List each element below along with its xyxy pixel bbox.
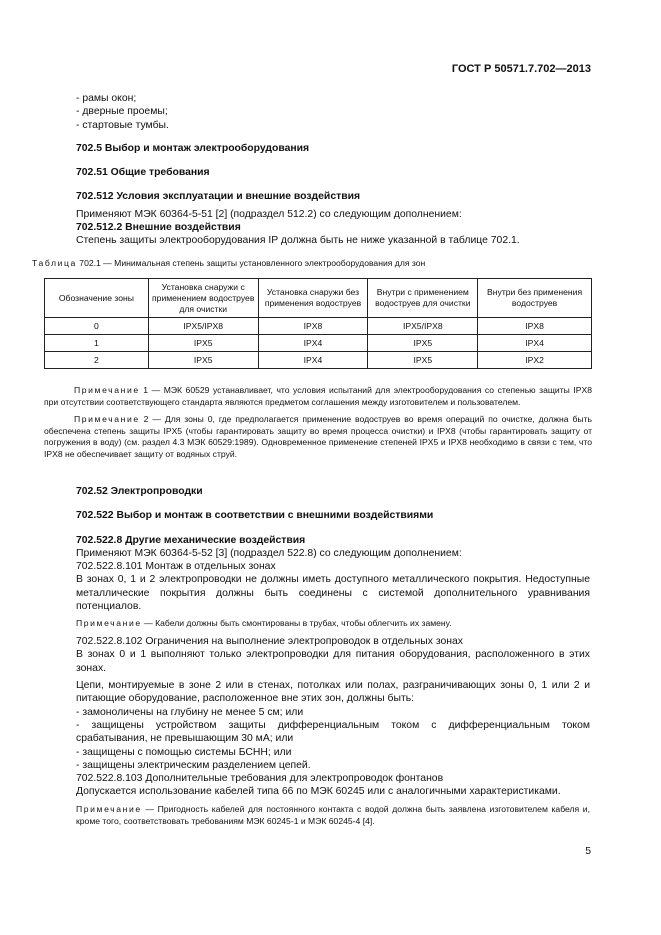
heading-702-5: 702.5 Выбор и монтаж электрооборудования bbox=[76, 142, 310, 154]
note-1 bbox=[44, 385, 592, 408]
paragraph-cables: Допускается использование кабелей типа 66 по МЭК 60245 или с аналогичными характеристиками. bbox=[76, 786, 561, 798]
heading-702-512-2: 702.512.2 Внешние воздействия bbox=[76, 222, 241, 234]
note-text: — Пригодность кабелей для постоянного контакта с водой должна быть заявлена изготовителем кабеля и, кроме того, соответствовать требованиям МЭК 60245-1 и МЭК 60245-4 [4]. bbox=[76, 803, 590, 826]
table-row bbox=[45, 318, 592, 335]
note-label: Примечание bbox=[74, 414, 140, 425]
table-cell: 2 bbox=[45, 352, 149, 369]
note-label: Примечание bbox=[76, 803, 142, 814]
table-header-row bbox=[45, 279, 592, 318]
table-cell: IPX4 bbox=[258, 335, 368, 352]
note-text: 2 — Для зоны 0, где предполагается применение водоструев во время операций по очистке, должна быть обеспечена степень защиты IPX5 (чтобы гарантировать защиту во время процесса очистки) и IPX8 (чтобы гарантировать защиту от погружения в воду) (см. раздел 4.3 МЭК 60529:1989). Одновременное применение степеней IPX5 и IPX8 необходимо в связи с тем, что IPX8 не обеспечивает защиту от водяных струй. bbox=[44, 414, 592, 459]
table-notes bbox=[44, 385, 592, 467]
table-cell: IPX5 bbox=[148, 335, 258, 352]
paragraph-zones01: В зонах 0 и 1 выполняют только электропроводки для питания оборудования, расположенного в этих зонах. bbox=[76, 649, 590, 674]
heading-702-522-8: 702.522.8 Другие механические воздействия bbox=[76, 534, 306, 546]
note-text: 1 — МЭК 60529 устанавливает, что условия испытаний для электрооборудования со степенью защиты IPX8 при отсутствии соответствующего стандарта являются предметом соглашения между изготовителем и пользователем. bbox=[44, 385, 592, 407]
paragraph-102: 702.522.8.102 Ограничения на выполнение электропроводок в отдельных зонах bbox=[76, 636, 463, 648]
table-cell: IPX2 bbox=[478, 352, 592, 369]
table-cell: IPX8 bbox=[478, 318, 592, 335]
table-cell: IPX5/IPX8 bbox=[368, 318, 478, 335]
table-cell: 0 bbox=[45, 318, 149, 335]
paragraph-103: 702.522.8.103 Дополнительные требования для электропроводок фонтанов bbox=[76, 773, 444, 785]
table-header-cell: Внутри без применения водоструев bbox=[478, 279, 592, 318]
note-4 bbox=[76, 804, 590, 828]
note-label: Примечание bbox=[74, 385, 140, 395]
table-caption bbox=[32, 258, 612, 268]
list-item: - защищены устройством защиты дифференциальным током с дифференциальным током срабатывания, не превышающим 30 мА; или bbox=[76, 719, 590, 745]
paragraph-101: 702.522.8.101 Монтаж в отдельных зонах bbox=[76, 561, 276, 573]
section-bottom bbox=[76, 485, 590, 827]
paragraph-apply-512: Применяют МЭК 60364-5-51 [2] (подраздел 512.2) со следующим дополнением: bbox=[76, 208, 462, 220]
doc-header: ГОСТ Р 50571.7.702—2013 bbox=[451, 63, 591, 75]
paragraph-apply-522: Применяют МЭК 60364-5-52 [3] (подраздел 522.8) со следующим дополнением: bbox=[76, 547, 462, 559]
paragraph-zones: В зонах 0, 1 и 2 электропроводки не должны иметь доступного металлического покрытия. Недоступные металлические покрытия должны быть соединены с системой дополнительного уравнивания потенциалов. bbox=[76, 574, 590, 613]
heading-702-51: 702.51 Общие требования bbox=[76, 167, 210, 179]
heading-702-522: 702.522 Выбор и монтаж в соответствии с внешними воздействиями bbox=[76, 510, 434, 522]
heading-702-512: 702.512 Условия эксплуатации и внешние воздействия bbox=[76, 191, 361, 203]
table-row bbox=[45, 352, 592, 369]
table-cell: 1 bbox=[45, 335, 149, 352]
table-row bbox=[45, 335, 592, 352]
table-cell: IPX5 bbox=[368, 335, 478, 352]
table-header-cell: Внутри с применением водоструев для очистки bbox=[368, 279, 478, 318]
page-number: 5 bbox=[585, 846, 591, 857]
table-cell: IPX4 bbox=[478, 335, 592, 352]
note-label: Примечание bbox=[76, 618, 142, 629]
table-header-cell: Установка снаружи с применением водоструев для очистки bbox=[148, 279, 258, 318]
table-cell: IPX5 bbox=[148, 352, 258, 369]
list-item: - защищены электрическим разделением цепей. bbox=[76, 759, 311, 771]
table-cell: IPX4 bbox=[258, 352, 368, 369]
table-header-cell: Обозначение зоны bbox=[45, 279, 149, 318]
heading-702-52: 702.52 Электропроводки bbox=[76, 486, 203, 497]
table-caption-label: Таблица bbox=[32, 258, 77, 268]
paragraph-ip: Степень защиты электрооборудования IP должна быть не ниже указанной в таблице 702.1. bbox=[76, 235, 520, 247]
table-caption-text: 702.1 — Минимальная степень защиты установленного электрооборудования для зон bbox=[76, 258, 426, 268]
note-3 bbox=[76, 618, 590, 630]
section-top bbox=[76, 92, 590, 248]
list-item: - замоноличены на глубину не менее 5 см; или bbox=[76, 706, 304, 718]
table-header-cell: Установка снаружи без применения водоструев bbox=[258, 279, 368, 318]
table-cell: IPX5/IPX8 bbox=[148, 318, 258, 335]
table-cell: IPX5 bbox=[368, 352, 478, 369]
list-item: - стартовые тумбы. bbox=[76, 119, 169, 131]
note-2 bbox=[44, 414, 592, 460]
list-item: - защищены с помощью системы БСНН; или bbox=[76, 746, 292, 758]
ip-table bbox=[44, 278, 592, 369]
table-cell: IPX8 bbox=[258, 318, 368, 335]
note-text: — Кабели должны быть смонтированы в трубах, чтобы облегчить их замену. bbox=[141, 618, 452, 629]
list-item: - дверные проемы; bbox=[76, 106, 168, 118]
paragraph-circuits: Цепи, монтируемые в зоне 2 или в стенах, потолках или полах, разграничивающих зоны 0, 1 или 2 и питающие оборудование, расположенное вне этих зон, должны быть: bbox=[76, 680, 590, 705]
list-item: - рамы окон; bbox=[76, 93, 137, 104]
